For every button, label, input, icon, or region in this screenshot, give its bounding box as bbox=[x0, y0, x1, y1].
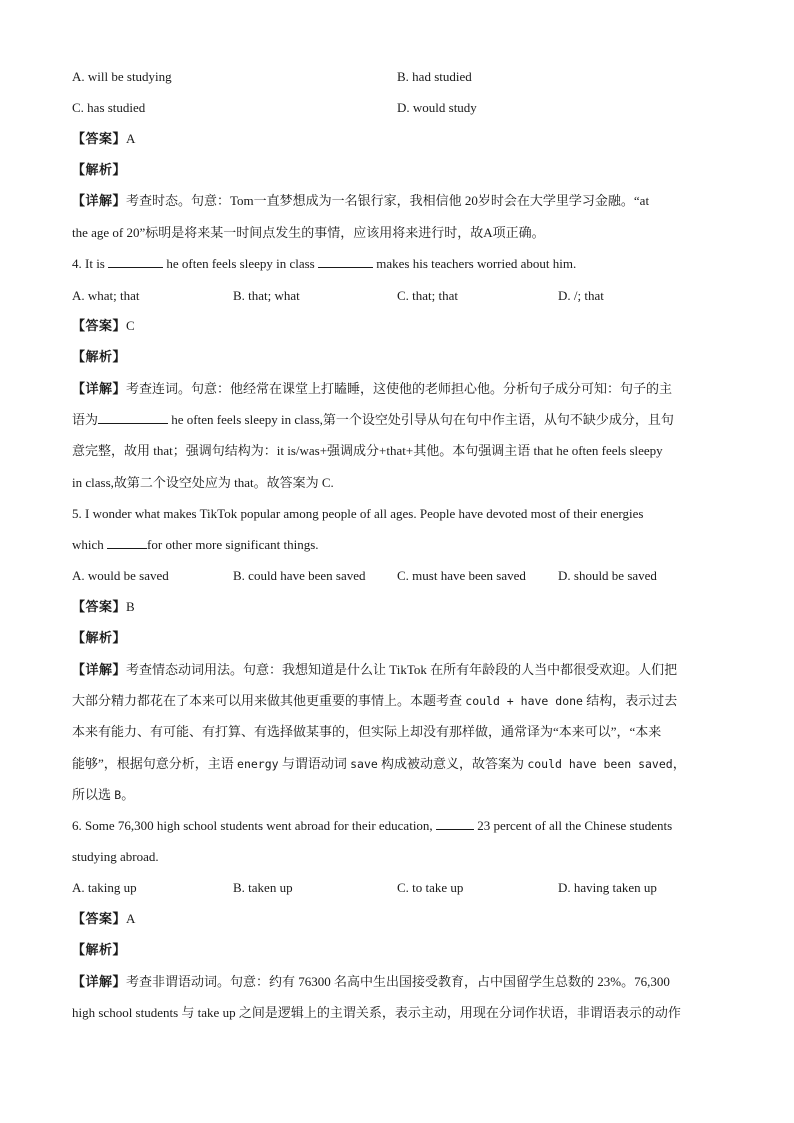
q4-detail-line-4: in class,故第二个设空处应为 that。故答案为 C. bbox=[72, 475, 334, 490]
answer-label: 【答案】 bbox=[72, 599, 127, 614]
answer-value: A bbox=[126, 131, 136, 146]
stem-text: 6. Some 76,300 high school students went abroad for their education, bbox=[72, 818, 433, 833]
q4-stem bbox=[72, 255, 732, 273]
answer-blank[interactable] bbox=[108, 255, 163, 268]
q3-detail-line-1 bbox=[72, 192, 732, 210]
code-text: B bbox=[114, 788, 122, 802]
q3-option-c[interactable]: C. has studied bbox=[72, 100, 146, 115]
answer-label: 【答案】 bbox=[72, 911, 127, 926]
q6-answer bbox=[72, 910, 732, 928]
q4-detail-line-1 bbox=[72, 380, 732, 398]
answer-blank bbox=[98, 411, 168, 424]
q4-detail-line-2 bbox=[72, 411, 732, 429]
detail-text: ， bbox=[672, 756, 686, 771]
q3-detail-line-2: the age of 20”标明是将来某一时间点发生的事情，应该用将来进行时，故A项正确。 bbox=[72, 225, 545, 240]
stem-text: makes his teachers worried about him. bbox=[376, 256, 577, 271]
detail-label: 【详解】 bbox=[72, 381, 127, 396]
q6-detail-line-2: high school students 与 take up 之间是逻辑上的主谓关系，表示主动，用现在分词作状语，非谓语表示的动作 bbox=[72, 1005, 681, 1020]
detail-text: 能够”，根据句意分析，主语 bbox=[72, 756, 234, 771]
stem-text: which bbox=[72, 537, 104, 552]
analysis-label: 【解析】 bbox=[72, 349, 127, 364]
q4-option-c[interactable]: C. that; that bbox=[397, 288, 459, 303]
q3-option-a[interactable]: A. will be studying bbox=[72, 69, 172, 84]
q4-analysis-label bbox=[72, 348, 732, 366]
code-text: could have been saved bbox=[527, 757, 673, 771]
detail-text: 大部分精力都花在了本来可以用来做其他更重要的事情上。本题考查 bbox=[72, 693, 463, 708]
q6-stem-line-2: studying abroad. bbox=[72, 849, 159, 864]
detail-text: 结构，表示过去 bbox=[586, 693, 678, 708]
detail-text: he often feels sleepy in class,第一个设空处引导从句在句中作主语，从句不缺少成分，且句 bbox=[171, 412, 674, 427]
code-text: save bbox=[350, 757, 378, 771]
q5-detail-line-4 bbox=[72, 755, 732, 773]
answer-label: 【答案】 bbox=[72, 131, 127, 146]
q5-detail-line-2 bbox=[72, 692, 732, 710]
detail-text: 考查时态。句意：Tom一直梦想成为一名银行家，我相信他 20岁时会在大学里学习金融。“at bbox=[126, 193, 650, 208]
q5-detail-line-1 bbox=[72, 661, 732, 679]
q5-stem-line-2 bbox=[72, 536, 732, 554]
q3-option-b[interactable]: B. had studied bbox=[397, 69, 472, 84]
detail-label: 【详解】 bbox=[72, 193, 127, 208]
detail-text: 考查非谓语动词。句意：约有 76300 名高中生出国接受教育，占中国留学生总数的 23%。76,300 bbox=[126, 974, 670, 989]
q5-option-d[interactable]: D. should be saved bbox=[558, 568, 657, 583]
detail-text: 所以选 bbox=[72, 787, 112, 802]
q5-analysis-label bbox=[72, 629, 732, 647]
answer-value: A bbox=[126, 911, 136, 926]
detail-text: 考查连词。句意：他经常在课堂上打瞌睡，这使他的老师担心他。分析句子成分可知：句子的主 bbox=[126, 381, 673, 396]
q5-detail-line-5 bbox=[72, 786, 732, 804]
analysis-label: 【解析】 bbox=[72, 162, 127, 177]
q3-option-d[interactable]: D. would study bbox=[397, 100, 477, 115]
stem-text: for other more significant things. bbox=[147, 537, 319, 552]
answer-blank[interactable] bbox=[436, 817, 474, 830]
q5-option-c[interactable]: C. must have been saved bbox=[397, 568, 526, 583]
q5-answer bbox=[72, 598, 732, 616]
q6-option-d[interactable]: D. having taken up bbox=[558, 880, 657, 895]
q4-option-a[interactable]: A. what; that bbox=[72, 288, 140, 303]
answer-label: 【答案】 bbox=[72, 318, 127, 333]
detail-label: 【详解】 bbox=[72, 662, 127, 677]
stem-text: he often feels sleepy in class bbox=[166, 256, 315, 271]
stem-text: 23 percent of all the Chinese students bbox=[477, 818, 673, 833]
analysis-label: 【解析】 bbox=[72, 630, 127, 645]
q4-answer bbox=[72, 317, 732, 335]
detail-label: 【详解】 bbox=[72, 974, 127, 989]
answer-blank[interactable] bbox=[318, 255, 373, 268]
q6-stem-line-1 bbox=[72, 817, 732, 835]
q4-detail-line-3: 意完整，故用 that；强调句结构为：it is/was+强调成分+that+其他。本句强调主语 that he often feels sleepy bbox=[72, 443, 663, 458]
answer-blank[interactable] bbox=[107, 536, 147, 549]
answer-value: B bbox=[126, 599, 135, 614]
q4-option-b[interactable]: B. that; what bbox=[233, 288, 300, 303]
q3-answer bbox=[72, 130, 732, 148]
detail-text: 考查情态动词用法。句意：我想知道是什么让 TikTok 在所有年龄段的人当中都很受欢迎。人们把 bbox=[126, 662, 678, 677]
code-text: could + have done bbox=[465, 694, 583, 708]
q5-detail-line-3: 本来有能力、有可能、有打算、有选择做某事的，但实际上却没有那样做，通常译为“本来可以”，“本来 bbox=[72, 724, 662, 739]
analysis-label: 【解析】 bbox=[72, 942, 127, 957]
q6-option-a[interactable]: A. taking up bbox=[72, 880, 137, 895]
detail-text: 语为 bbox=[72, 412, 99, 427]
q5-stem-line-1: 5. I wonder what makes TikTok popular among people of all ages. People have devoted most of their energies bbox=[72, 506, 644, 521]
q4-option-d[interactable]: D. /; that bbox=[558, 288, 604, 303]
detail-text: 与谓语动词 bbox=[281, 756, 347, 771]
q5-option-b[interactable]: B. could have been saved bbox=[233, 568, 366, 583]
answer-value: C bbox=[126, 318, 135, 333]
q6-detail-line-1 bbox=[72, 973, 732, 991]
q5-option-a[interactable]: A. would be saved bbox=[72, 568, 169, 583]
q6-option-c[interactable]: C. to take up bbox=[397, 880, 464, 895]
code-text: energy bbox=[237, 757, 279, 771]
detail-text: 。 bbox=[121, 787, 135, 802]
q6-option-b[interactable]: B. taken up bbox=[233, 880, 293, 895]
q3-analysis-label bbox=[72, 161, 732, 179]
stem-text: 4. It is bbox=[72, 256, 105, 271]
q6-analysis-label bbox=[72, 941, 732, 959]
detail-text: 构成被动意义，故答案为 bbox=[381, 756, 525, 771]
